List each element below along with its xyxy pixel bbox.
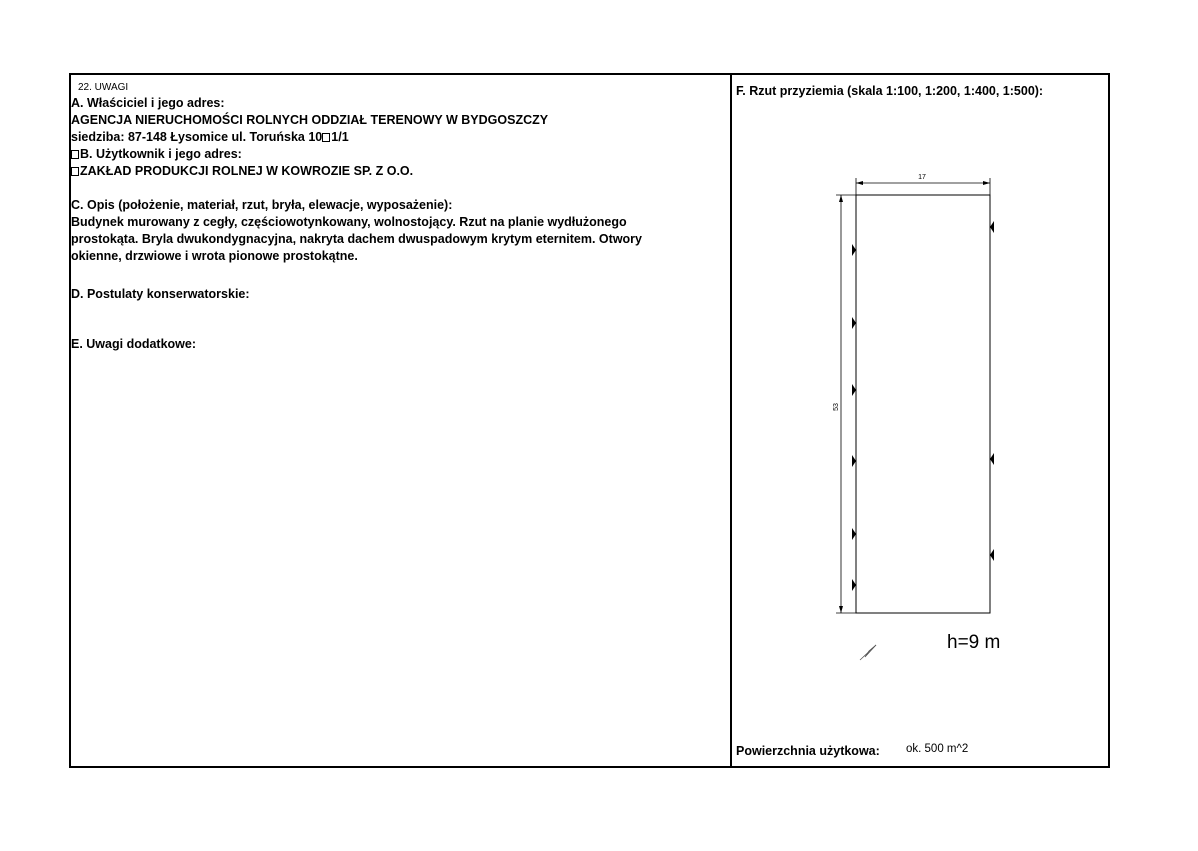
floor-plan-section bbox=[732, 75, 1108, 766]
north-arrow-icon bbox=[860, 645, 876, 660]
opening-marker bbox=[990, 221, 994, 233]
opening-marker bbox=[852, 317, 856, 329]
owner-seat-prefix: siedziba: 87-148 Łysomice ul. Toruńska 10 bbox=[71, 130, 323, 144]
record-sheet bbox=[69, 73, 1110, 768]
owner-name: AGENCJA NIERUCHOMOŚCI ROLNYCH ODDZIAŁ TERENOWY W BYDGOSZCZY bbox=[71, 113, 549, 127]
building-outline bbox=[856, 195, 990, 613]
user-name-row bbox=[71, 163, 413, 179]
description-line-3: okienne, drzwiowe i wrota pionowe prostokątne. bbox=[71, 249, 358, 263]
description-line-2: prostokąta. Bryla dwukondygnacyjna, nakryta dachem dwuspadowym krytym eternitem. Otwory bbox=[71, 232, 642, 246]
arrow-head bbox=[839, 195, 843, 202]
floor-plan-heading: F. Rzut przyziemia (skala 1:100, 1:200, 1:400, 1:500): bbox=[736, 84, 1044, 98]
owner-seat bbox=[71, 129, 349, 145]
arrow-head bbox=[839, 606, 843, 613]
opening-marker bbox=[852, 579, 856, 591]
arrow-head bbox=[983, 181, 990, 185]
usable-area-label: Powierzchnia użytkowa: bbox=[736, 744, 880, 758]
owner-label: A. Właściciel i jego adres: bbox=[71, 96, 225, 110]
opening-marker bbox=[852, 384, 856, 396]
description-label: C. Opis (położenie, materiał, rzut, bryła, elewacje, wyposażenie): bbox=[71, 198, 453, 212]
user-label: B. Użytkownik i jego adres: bbox=[80, 147, 242, 161]
opening-marker bbox=[990, 453, 994, 465]
width-dimension-label: 17 bbox=[918, 174, 926, 181]
arrow-head bbox=[856, 181, 863, 185]
checkbox-glyph bbox=[71, 167, 79, 176]
opening-marker bbox=[990, 549, 994, 561]
floor-plan-drawing bbox=[732, 75, 1108, 675]
user-name: ZAKŁAD PRODUKCJI ROLNEJ W KOWROZIE SP. Z O.O. bbox=[80, 164, 414, 178]
postulates-label: D. Postulaty konserwatorskie: bbox=[71, 287, 250, 301]
remarks-section bbox=[71, 75, 730, 766]
checkbox-glyph bbox=[322, 133, 330, 142]
opening-marker bbox=[852, 455, 856, 467]
checkbox-glyph bbox=[71, 150, 79, 159]
section-heading: 22. UWAGI bbox=[78, 82, 129, 93]
user-label-row bbox=[71, 146, 242, 162]
opening-marker bbox=[852, 528, 856, 540]
extra-notes-label: E. Uwagi dodatkowe: bbox=[71, 337, 197, 351]
opening-marker bbox=[852, 244, 856, 256]
height-note: h=9 m bbox=[947, 632, 1001, 653]
length-dimension-label: 53 bbox=[833, 403, 840, 411]
description-line-1: Budynek murowany z cegły, częściowotynkowany, wolnostojący. Rzut na planie wydłużonego bbox=[71, 215, 627, 229]
usable-area-value: ok. 500 m^2 bbox=[906, 743, 969, 755]
owner-seat-suffix: 1/1 bbox=[331, 130, 349, 144]
